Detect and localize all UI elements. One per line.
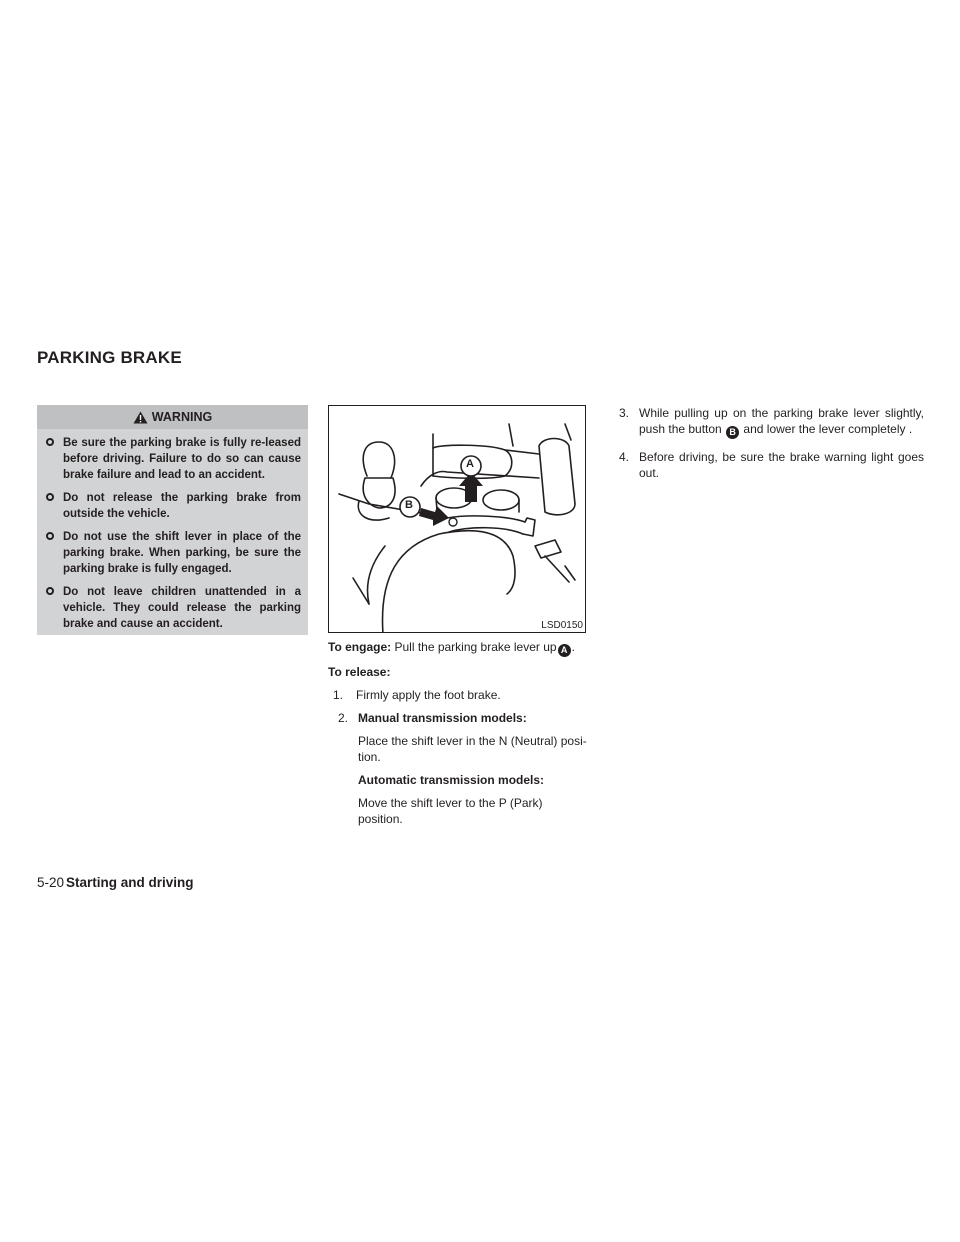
release-step-3 (619, 405, 924, 439)
engage-end: . (571, 640, 575, 654)
warning-triangle-icon (133, 411, 148, 424)
step-text (639, 405, 924, 439)
engage-paragraph (328, 639, 590, 657)
step-text: Before driving, be sure the brake warning light goes out. (639, 450, 924, 480)
bullet-icon (46, 438, 54, 446)
figure-code: LSD0150 (541, 620, 583, 631)
callout-b-marker: B (726, 426, 739, 439)
console-drawing (329, 406, 586, 633)
footer-section: Starting and driving (66, 875, 194, 890)
warning-item (45, 529, 301, 577)
warning-item-text: Do not release the parking brake from outside the vehicle. (63, 492, 301, 520)
warning-heading: WARNING (151, 410, 213, 424)
callout-b-label: B (405, 499, 413, 511)
section-title: PARKING BRAKE (37, 348, 182, 367)
engage-label: To engage: (328, 640, 392, 654)
warning-list (37, 435, 308, 632)
instructions-right-column (619, 405, 924, 491)
manual-label: Manual transmission models: (358, 711, 527, 725)
auto-label: Automatic transmission models: (358, 773, 545, 787)
warning-item (45, 435, 301, 483)
step-number: 4. (619, 450, 630, 464)
step-text: Firmly apply the foot brake. (356, 688, 501, 702)
page-number: 5-20 (37, 875, 65, 890)
step-text-part: and lower the lever completely . (743, 422, 913, 436)
bullet-icon (46, 493, 54, 501)
release-step-1 (328, 687, 590, 703)
warning-item-text: Do not use the shift lever in place of the parking brake. When parking, be sure the parking brake is fully engaged. (63, 531, 301, 575)
auto-text: Move the shift lever to the P (Park) position. (358, 796, 543, 826)
release-label: To release: (328, 665, 391, 679)
warning-header (37, 405, 308, 429)
manual-text: Place the shift lever in the N (Neutral) posi-tion. (358, 734, 587, 764)
warning-item-text: Do not leave children unattended in a vehicle. They could release the parking brake and cause an accident. (63, 586, 301, 630)
engage-text: Pull the parking brake lever up (394, 640, 557, 654)
warning-item (45, 490, 301, 522)
warning-item (45, 584, 301, 632)
step-number: 3. (619, 406, 630, 420)
callout-a-marker: A (558, 644, 571, 657)
warning-item-text: Be sure the parking brake is fully re-leased before driving. Failure to do so can cause brake failure and lead to an accident. (63, 437, 301, 481)
parking-brake-illustration (328, 405, 586, 633)
instructions-column (328, 639, 590, 834)
warning-box (37, 405, 308, 635)
callout-a-label: A (466, 458, 474, 470)
step-text-part: While pulling up on the parking brake lever slightly, push the button (639, 406, 924, 436)
page-footer (37, 875, 194, 890)
bullet-icon (46, 587, 54, 595)
release-step-2 (328, 710, 590, 726)
release-step-4 (619, 449, 924, 481)
bullet-icon (46, 532, 54, 540)
step-number: 1. (333, 688, 344, 702)
step-number: 2. (338, 711, 349, 725)
